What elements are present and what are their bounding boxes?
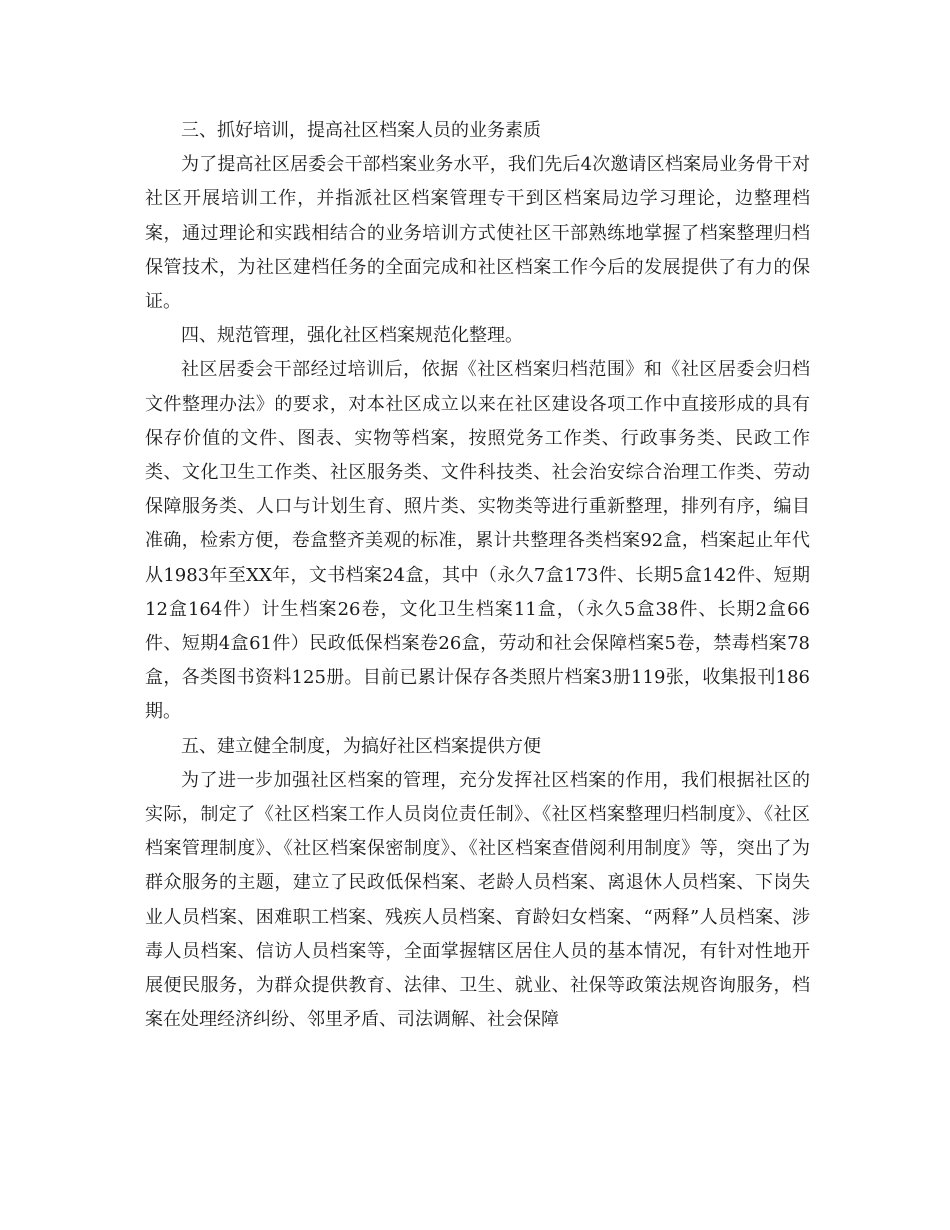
section-heading-management: 四、规范管理，强化社区档案规范化整理。 bbox=[181, 325, 523, 347]
section-heading-training: 三、抓好培训，提高社区档案人员的业务素质 bbox=[181, 120, 541, 141]
paragraph-training: 为了提高社区居委会干部档案业务水平，我们先后4次邀请区档案局业务骨干对社区开展培训工作，并指派社区档案管理专干到区档案局边学习理论，边整理档案，通过理论和实践相结合的业务培训方式使社区干部熟练地掌握了档案整理归档保管技术，为社区建档任务的全面完成和社区档案工作今后的发展提供了有力的保证。 bbox=[145, 154, 810, 313]
section-heading-system: 五、建立健全制度，为搞好社区档案提供方便 bbox=[181, 735, 541, 757]
paragraph-system: 为了进一步加强社区档案的管理，充分发挥社区档案的作用，我们根据社区的实际，制定了《社区档案工作人员岗位责任制》、《社区档案整理归档制度》、《社区档案管理制度》、《社区档案保密制度》、《社区档案查借阅利用制度》等，突出了为群众服务的主题，建立了民政低保档案、老龄人员档案、离退休人员档案、下岗失业人员档案、困难职工档案、残疾人员档案、育龄妇女档案、“两释”人员档案、涉毒人员档案、信访人员档案等，全面掌握辖区居住人员的基本情况，有针对性地开展便民服务，为群众提供教育、法律、卫生、就业、社保等政策法规咨询服务，档案在处理经济纠纷、邻里矛盾、司法调解、社会保障 bbox=[145, 769, 810, 1031]
document-body bbox=[145, 114, 810, 1037]
paragraph-management: 社区居委会干部经过培训后，依据《社区档案归档范围》和《社区居委会归档文件整理办法》的要求，对本社区成立以来在社区建设各项工作中直接形成的具有保存价值的文件、图表、实物等档案，按照党务工作类、行政事务类、民政工作类、文化卫生工作类、社区服务类、文件科技类、社会治安综合治理工作类、劳动保障服务类、人口与计划生育、照片类、实物类等进行重新整理，排列有序，编目准确，检索方便，卷盒整齐美观的标准，累计共整理各类档案92盒，档案起止年代从1983年至XX年，文书档案24盒，其中（永久7盒173件、长期5盒142件、短期12盒164件）计生档案26卷，文化卫生档案11盒，（永久5盒38件、长期2盒66件、短期4盒61件）民政低保档案卷26盒，劳动和社会保障档案5卷，禁毒档案78盒，各类图书资料125册。目前已累计保存各类照片档案3册119张，收集报刊186期。 bbox=[145, 359, 810, 723]
